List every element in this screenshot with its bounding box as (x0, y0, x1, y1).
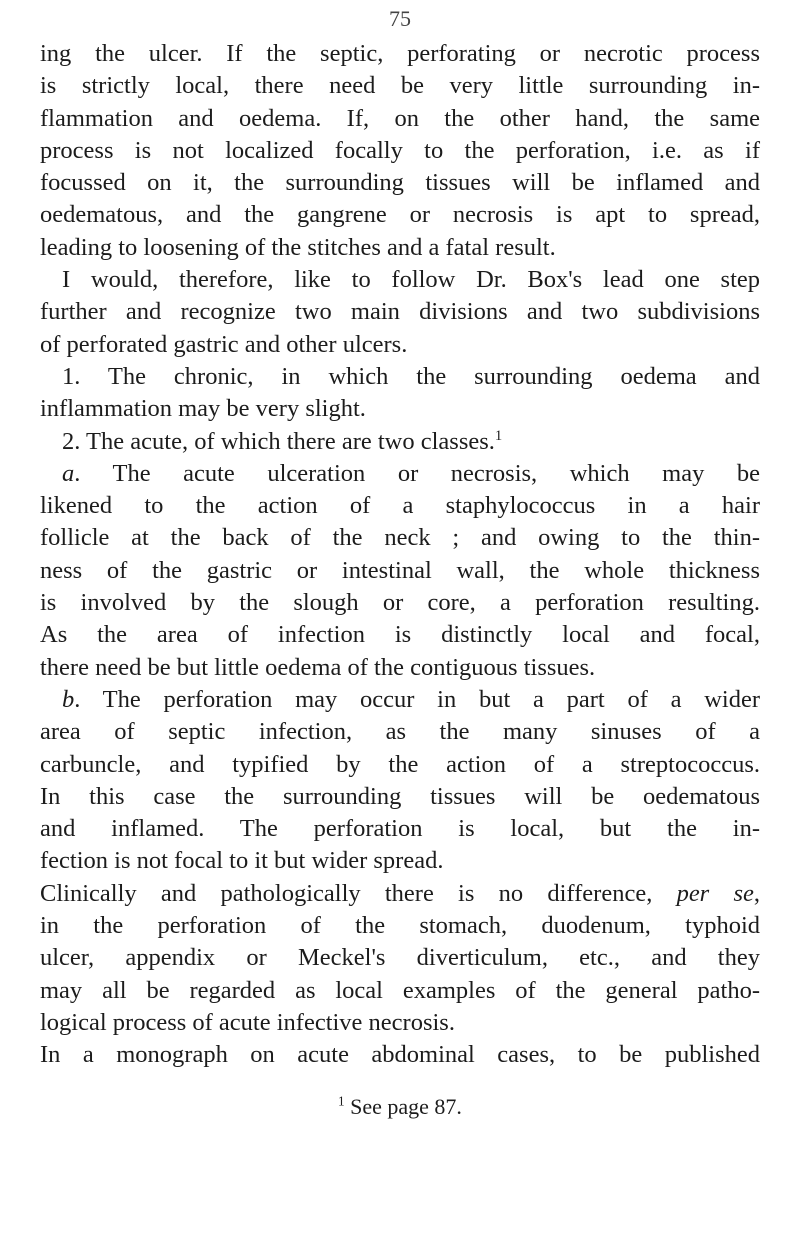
text-line: 2. The acute, of which there are two classes. (62, 427, 495, 455)
text-line: In a monograph on acute abdominal cases, to be published (40, 1041, 760, 1069)
text-line: oedematous, and the gangrene or necrosis is apt to spread, (40, 201, 760, 229)
text-line: Clinically and pathologically there is no difference, per se, (40, 879, 760, 907)
text-line: I would, therefore, like to follow Dr. Box's lead one step (62, 266, 760, 294)
emphasis: per se (676, 879, 754, 907)
text-line: is strictly local, there need be very little surrounding in- (40, 72, 760, 100)
text-line: may all be regarded as local examples of the general patho- (40, 976, 760, 1004)
text-line: ness of the gastric or intestinal wall, the whole thickness (40, 556, 760, 584)
text-line: 1. The chronic, in which the surrounding oedema and (62, 362, 760, 390)
text-line: ulcer, appendix or Meckel's diverticulum, etc., and they (40, 944, 760, 972)
text-line: likened to the action of a staphylococcus in a hair (40, 492, 760, 520)
footnote-ref: 1 (494, 427, 503, 444)
text-line: and inflamed. The perforation is local, but the in- (40, 815, 760, 843)
text-line: follicle at the back of the neck ; and owing to the thin- (40, 524, 760, 552)
text-line: fection is not focal to it but wider spread. (40, 847, 444, 875)
text-line: As the area of infection is distinctly local and focal, (40, 621, 760, 649)
text-line: in the perforation of the stomach, duodenum, typhoid (40, 912, 760, 940)
footnote-text: See page 87. (350, 1094, 462, 1119)
text-line-with-footnote (40, 426, 760, 458)
list-letter: b (62, 685, 75, 713)
text-line: area of septic infection, as the many sinuses of a (40, 718, 760, 746)
text-line: leading to loosening of the stitches and a fatal result. (40, 233, 556, 261)
footnote (0, 1094, 800, 1120)
text-line: ing the ulcer. If the septic, perforating or necrotic process (40, 40, 760, 67)
body-text (40, 38, 760, 1072)
text-line: inflammation may be very slight. (40, 395, 366, 423)
text-line: further and recognize two main divisions and two subdivisions (40, 298, 760, 326)
text-line: there need be but little oedema of the contiguous tissues. (40, 653, 596, 681)
text-line: is involved by the slough or core, a perforation resulting. (40, 589, 760, 617)
text-line: In this case the surrounding tissues will be oedematous (40, 782, 760, 810)
page-number: 75 (389, 6, 411, 31)
text-line: b. The perforation may occur in but a part of a wider (62, 685, 760, 713)
text-line: focussed on it, the surrounding tissues will be inflamed and (40, 169, 760, 197)
text-line: logical process of acute infective necrosis. (40, 1008, 455, 1036)
text-line: a. The acute ulceration or necrosis, which may be (62, 459, 760, 487)
text-line: process is not localized focally to the perforation, i.e. as if (40, 136, 760, 164)
text-line: of perforated gastric and other ulcers. (40, 330, 408, 358)
text-line: flammation and oedema. If, on the other hand, the same (40, 104, 760, 132)
list-letter: a (62, 459, 75, 487)
footnote-marker: 1 (338, 1093, 345, 1109)
text-line: carbuncle, and typified by the action of a streptococcus. (40, 750, 760, 778)
